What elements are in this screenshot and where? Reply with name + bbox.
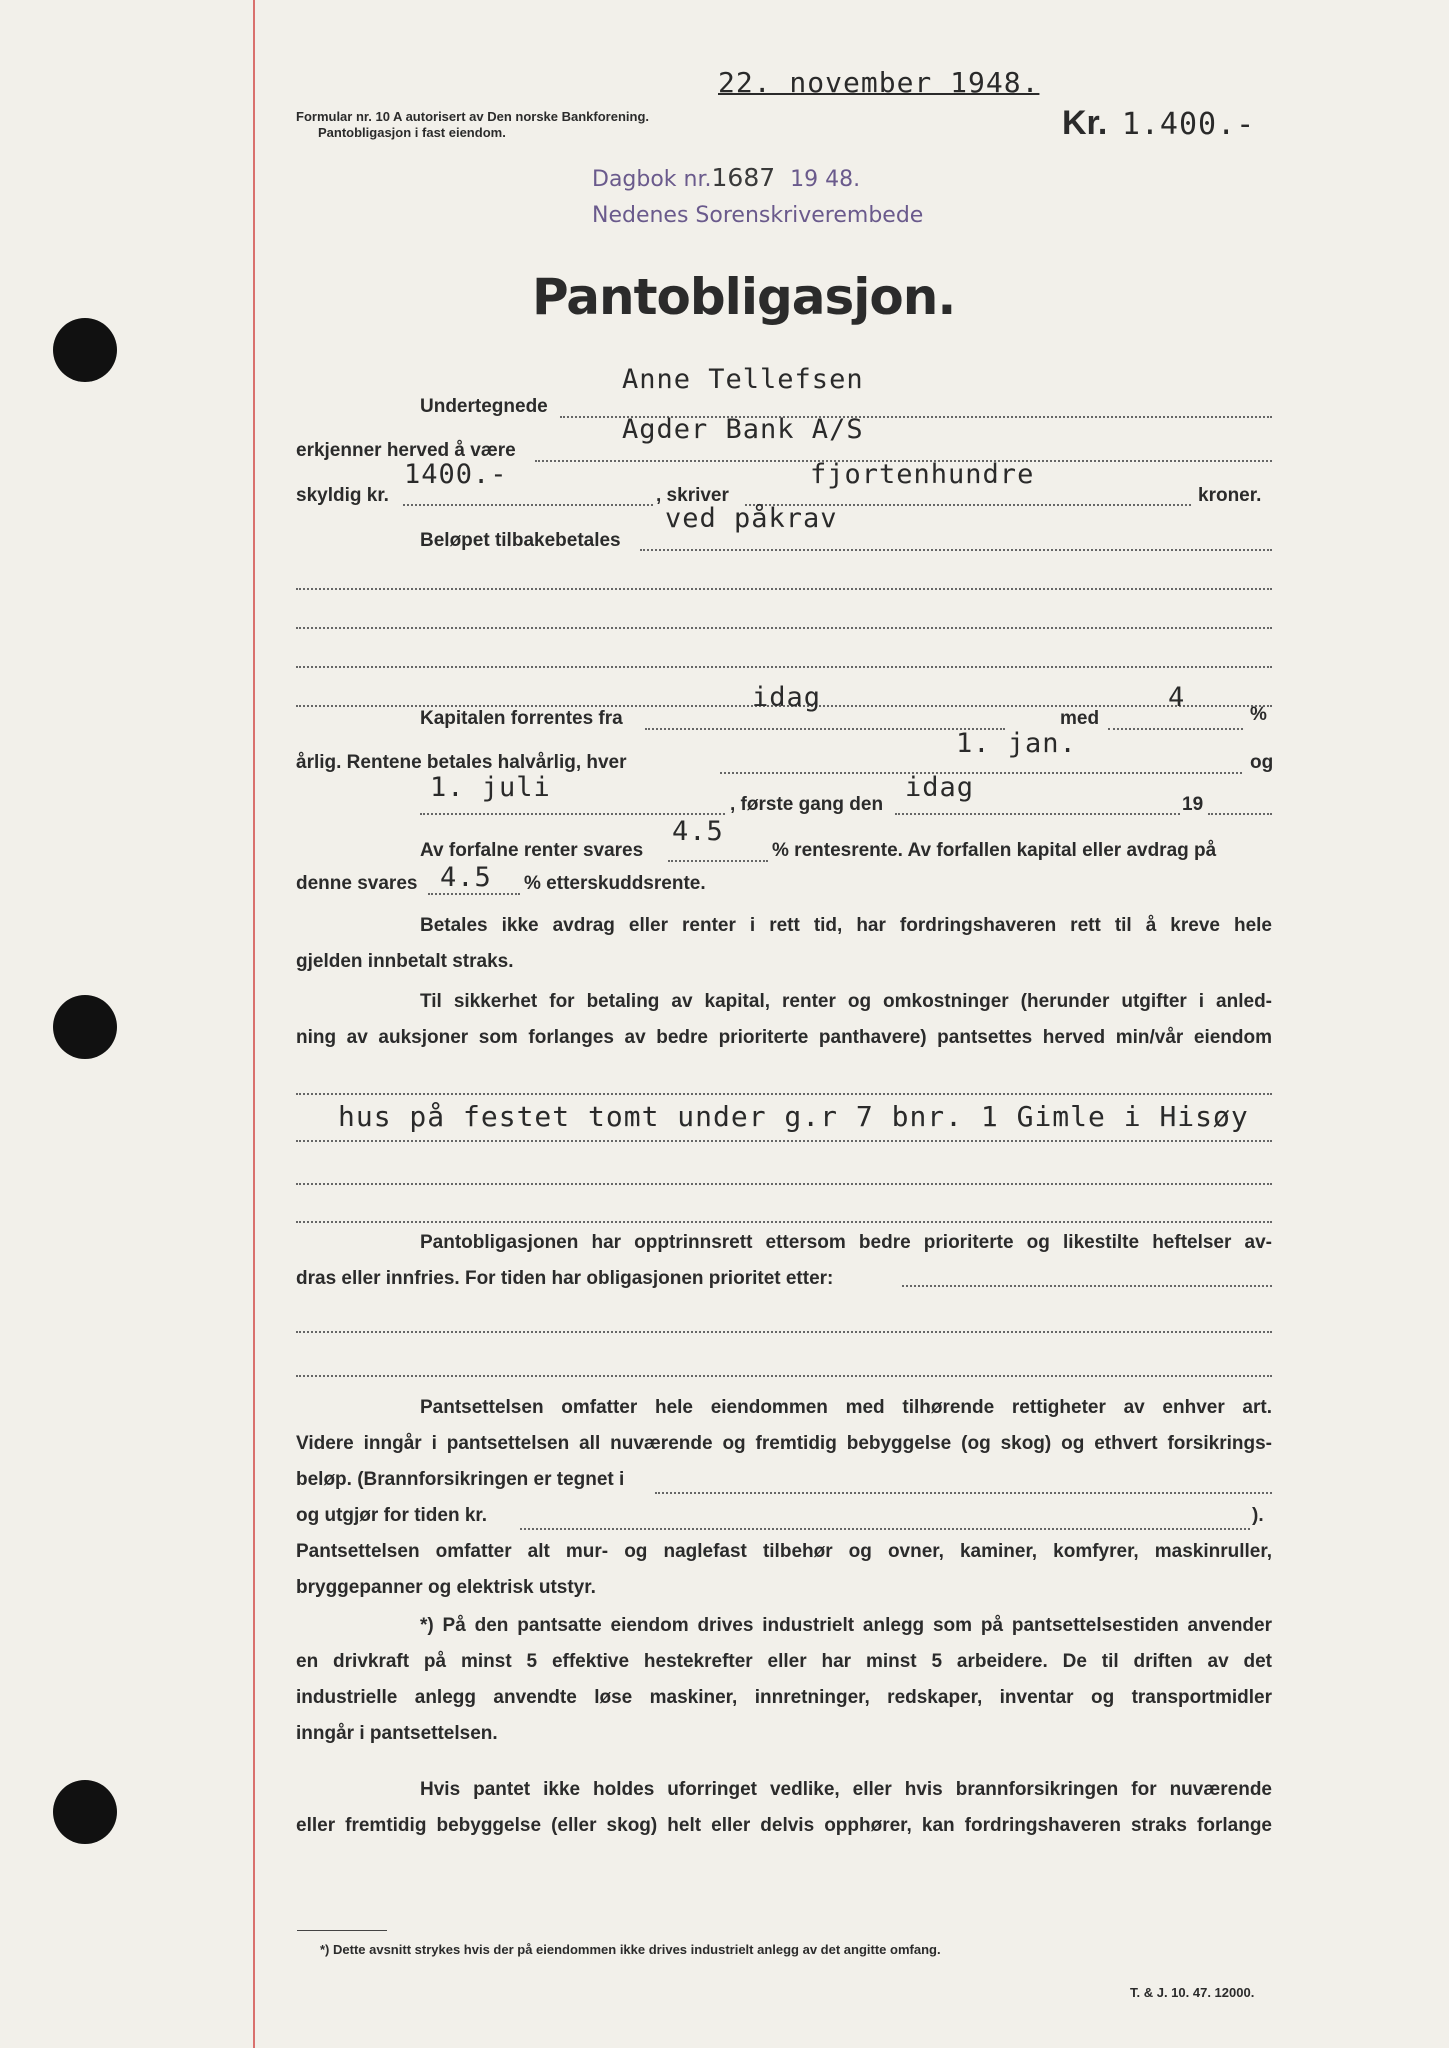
dotted-line <box>296 1375 1272 1377</box>
kroner-label: kroner. <box>1198 485 1262 506</box>
creditor-value: Agder Bank A/S <box>622 414 864 445</box>
dotted-line <box>296 1221 1272 1223</box>
punch-hole <box>53 318 117 382</box>
erkjenner-label: erkjenner herved å være <box>296 440 516 461</box>
undertegnede-label: Undertegnede <box>420 396 548 417</box>
undertegnede-value: Anne Tellefsen <box>622 364 864 395</box>
industrial-clause: *) På den pantsatte eiendom drives industrielt anlegg som på pantsettelsestiden anvender en drivkraft på minst 5 effektive hestekrefter eller har minst 5 arbeidere. De til driften av det industrielle anlegg anvendte løse maskiner, innretninger, redskaper, inventar og transportmidler inngår i pantsettelsen. <box>296 1615 1272 1744</box>
dotted-line <box>668 860 768 862</box>
scope-clause: Pantsettelsen omfatter hele eiendommen med tilhørende rettigheter av enhver art. Videre inngår i pantsettelsen all nuværende og fremtidig bebyggelse (og skog) og ethvert forsikrings- beløp. (Brannforsikringen er tegnet i og utgjør for tiden kr. ). <box>296 1397 1272 1526</box>
rate-value: 4 <box>1168 682 1186 713</box>
document-title: Pantobligasjon. <box>532 268 956 326</box>
property-description: hus på festet tomt under g.r 7 bnr. 1 Gimle i Hisøy <box>338 1100 1249 1133</box>
belopet-label: Beløpet tilbakebetales <box>420 530 621 551</box>
dotted-line <box>296 1331 1272 1333</box>
belopet-value: ved påkrav <box>665 503 838 534</box>
etterskudd-label: % etterskuddsrente. <box>524 873 706 894</box>
dotted-line <box>403 504 653 506</box>
document-date: 22. november 1948. <box>718 66 1040 99</box>
payment-date2-value: 1. juli <box>430 772 551 803</box>
footnote: *) Dette avsnitt strykes hvis der på eiendommen ikke drives industrielt anlegg av det angitte omfang. <box>320 1942 941 1957</box>
percent-sign: % <box>1250 704 1267 725</box>
rentesrente-label: % rentesrente. Av forfallen kapital eller avdrag på <box>772 840 1217 861</box>
margin-line <box>253 0 255 2048</box>
dotted-line <box>420 813 725 815</box>
dotted-line <box>296 666 1272 668</box>
dotted-line <box>296 1093 1272 1095</box>
punch-hole <box>53 1780 117 1844</box>
register-stamp-line1: Dagbok nr.1687 19 48. <box>592 163 861 192</box>
skyldig-value: 1400.- <box>404 459 508 490</box>
dotted-line <box>640 549 1272 551</box>
footnote-rule <box>297 1930 387 1931</box>
med-label: med <box>1060 708 1100 729</box>
amount-box <box>1062 104 1255 143</box>
register-stamp-line2: Nedenes Sorenskriverembede <box>592 203 924 228</box>
skriver-label: , skriver <box>656 485 729 506</box>
dotted-line <box>645 728 1005 730</box>
dotted-line <box>296 627 1272 629</box>
forfalne-label: Av forfalne renter svares <box>420 840 644 861</box>
amount-value: 1.400.- <box>1121 107 1256 142</box>
kapitalen-label: Kapitalen forrentes fra <box>420 708 623 729</box>
dotted-line <box>720 772 1242 774</box>
dotted-line <box>895 813 1180 815</box>
amount-prefix: Kr. <box>1062 104 1108 142</box>
maintenance-clause: Hvis pantet ikke holdes uforringet vedlike, eller hvis brannforsikringen for nuværende eller fremtidig bebyggelse (eller skog) helt eller delvis opphører, kan fordringshaveren straks forlange <box>296 1779 1272 1836</box>
skyldig-label: skyldig kr. <box>296 485 389 506</box>
security-clause: Til sikkerhet for betaling av kapital, renter og omkostninger (herunder utgifter i anled- ning av auksjoner som forlanges av bedre prioriterte panthavere) pantsettes herved min/vår eiendom <box>296 991 1272 1048</box>
forste-value: idag <box>905 772 975 803</box>
rentesrente-value: 4.5 <box>672 816 724 847</box>
kapitalen-value: idag <box>752 682 822 713</box>
priority-clause: Pantobligasjonen har opptrinnsrett ettersom bedre prioriterte og likestilte heftelser av- dras eller innfries. For tiden har obligasjonen prioritet etter: <box>296 1232 1272 1289</box>
denne-label: denne svares <box>296 873 418 894</box>
skriver-value: fjortenhundre <box>810 459 1035 490</box>
dotted-line <box>296 588 1272 590</box>
form-authorization: Formular nr. 10 A autorisert av Den norske Bankforening. Pantobligasjon i fast eiendom. <box>296 109 650 140</box>
payment-date1-value: 1. jan. <box>956 728 1077 759</box>
printer-mark: T. & J. 10. 47. 12000. <box>1130 1985 1255 2000</box>
dotted-line <box>902 1285 1272 1287</box>
default-clause: Betales ikke avdrag eller renter i rett tid, har fordringshaveren rett til å kreve hele gjelden innbetalt straks. <box>296 915 1272 972</box>
dotted-line <box>1208 813 1272 815</box>
etterskudd-value: 4.5 <box>440 862 492 893</box>
dotted-line <box>1108 728 1243 730</box>
arlig-label: årlig. Rentene betales halvårlig, hver <box>296 752 627 773</box>
dotted-line <box>296 1183 1272 1185</box>
dotted-line <box>520 1528 1250 1530</box>
year-prefix: 19 <box>1182 794 1204 815</box>
dotted-line <box>428 893 520 895</box>
forste-label: , første gang den <box>730 794 884 815</box>
dotted-line <box>296 1140 1272 1142</box>
punch-hole <box>53 995 117 1059</box>
og-label: og <box>1250 752 1274 773</box>
dotted-line <box>655 1492 1272 1494</box>
fixtures-clause: Pantsettelsen omfatter alt mur- og naglefast tilbehør og ovner, kaminer, komfyrer, maskinruller, bryggepanner og elektrisk utstyr. <box>296 1541 1272 1598</box>
